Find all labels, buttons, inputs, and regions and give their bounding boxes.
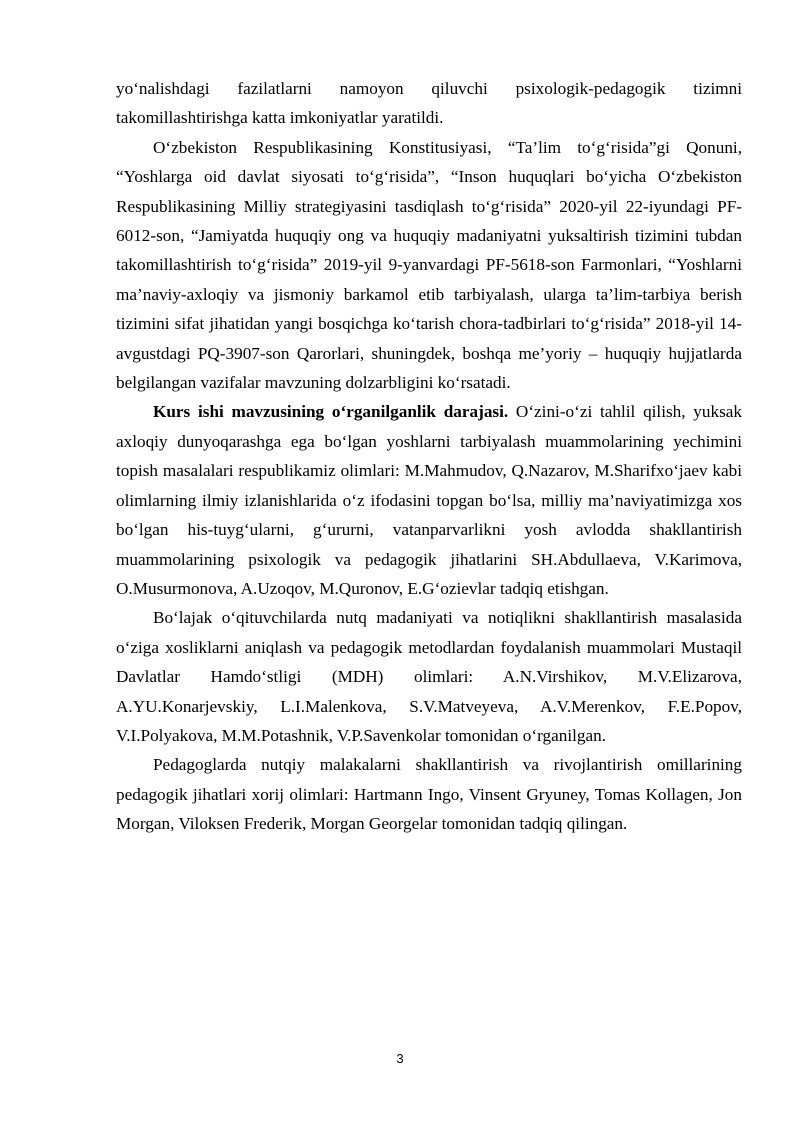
page-number: 3 — [396, 1051, 404, 1066]
section-heading-inline: Kurs ishi mavzusining o‘rganilganlik darajasi. — [153, 402, 509, 422]
paragraph-3 — [116, 397, 742, 603]
paragraph-2-text: O‘zbekiston Respublikasining Konstitusiyasi, “Ta’lim to‘g‘risida”gi Qonuni, “Yoshlarga oid davlat siyosati to‘g‘risida”, “Inson huquqlari bo‘yicha O‘zbekiston Respublikasining Milliy strategiyasini tasdiqlash to‘g‘risida” 2020-yil 22-iyundagi PF-6012-son, “Jamiyatda huquqiy ong va huquqiy madaniyatni yuksaltirish tizimini tubdan takomillashtirish to‘g‘risida” 2019-yil 9-yanvardagi PF-5618-son Farmonlari, “Yoshlarni ma’naviy-axloqiy va jismoniy barkamol etib tarbiyalash, ularga ta’lim-tarbiya berish tizimini sifat jihatidan yangi bosqichga ko‘tarish chora-tadbirlari to‘g‘risida” 2018-yil 14-avgustdagi PQ-3907-son Qarorlari, shuningdek, boshqa me’yoriy – huquqiy hujjatlarda belgilangan vazifalar mavzuning dolzarbligini ko‘rsatadi. — [116, 137, 742, 393]
paragraph-3-text: O‘zini-o‘zi tahlil qilish, yuksak axloqiy dunyoqarashga ega bo‘lgan yoshlarni tarbiyalash muammolarining yechimini topish masalalari respublikamiz olimlari: M.Mahmudov, Q.Nazarov, M.Sharifxo‘jaev kabi olimlarning ilmiy izlanishlarida o‘z ifodasini topgan bo‘lsa, milliy ma’naviyatimizga xos bo‘lgan his-tuyg‘ularni, g‘ururni, vatanparvarlikni yosh avlodda shakllantirish muammolarining psixologik va pedagogik jihatlarini SH.Abdullaeva, V.Karimova, O.Musurmonova, A.Uzoqov, M.Quronov, E.G‘ozievlar tadqiq etishgan. — [116, 402, 742, 598]
paragraph-4-text: Bo‘lajak o‘qituvchilarda nutq madaniyati va notiqlikni shakllantirish masalasida o‘ziga xosliklarni aniqlash va pedagogik metodlardan foydalanish muammolari Mustaqil Davlatlar Hamdo‘stligi (MDH) olimlari: A.N.Virshikov, M.V.Elizarova, A.YU.Konarjevskiy, L.I.Malenkova, S.V.Matveyeva, A.V.Merenkov, F.E.Popov, V.I.Polyakova, M.M.Potashnik, V.P.Savenkolar tomonidan o‘rganilgan. — [116, 608, 742, 745]
paragraph-1 — [116, 74, 742, 133]
body-text — [116, 74, 742, 839]
paragraph-5 — [116, 750, 742, 838]
paragraph-5-text: Pedagoglarda nutqiy malakalarni shakllantirish va rivojlantirish omillarining pedagogik jihatlari xorij olimlari: Hartmann Ingo, Vinsent Gryuney, Tomas Kollagen, Jon Morgan, Viloksen Frederik, Morgan Georgelar tomonidan tadqiq qilingan. — [116, 755, 742, 834]
paragraph-1-text: yo‘nalishdagi fazilatlarni namoyon qiluvchi psixologik-pedagogik tizimni takomillashtirishga katta imkoniyatlar yaratildi. — [116, 79, 742, 128]
paragraph-4 — [116, 603, 742, 750]
paragraph-2 — [116, 133, 742, 398]
